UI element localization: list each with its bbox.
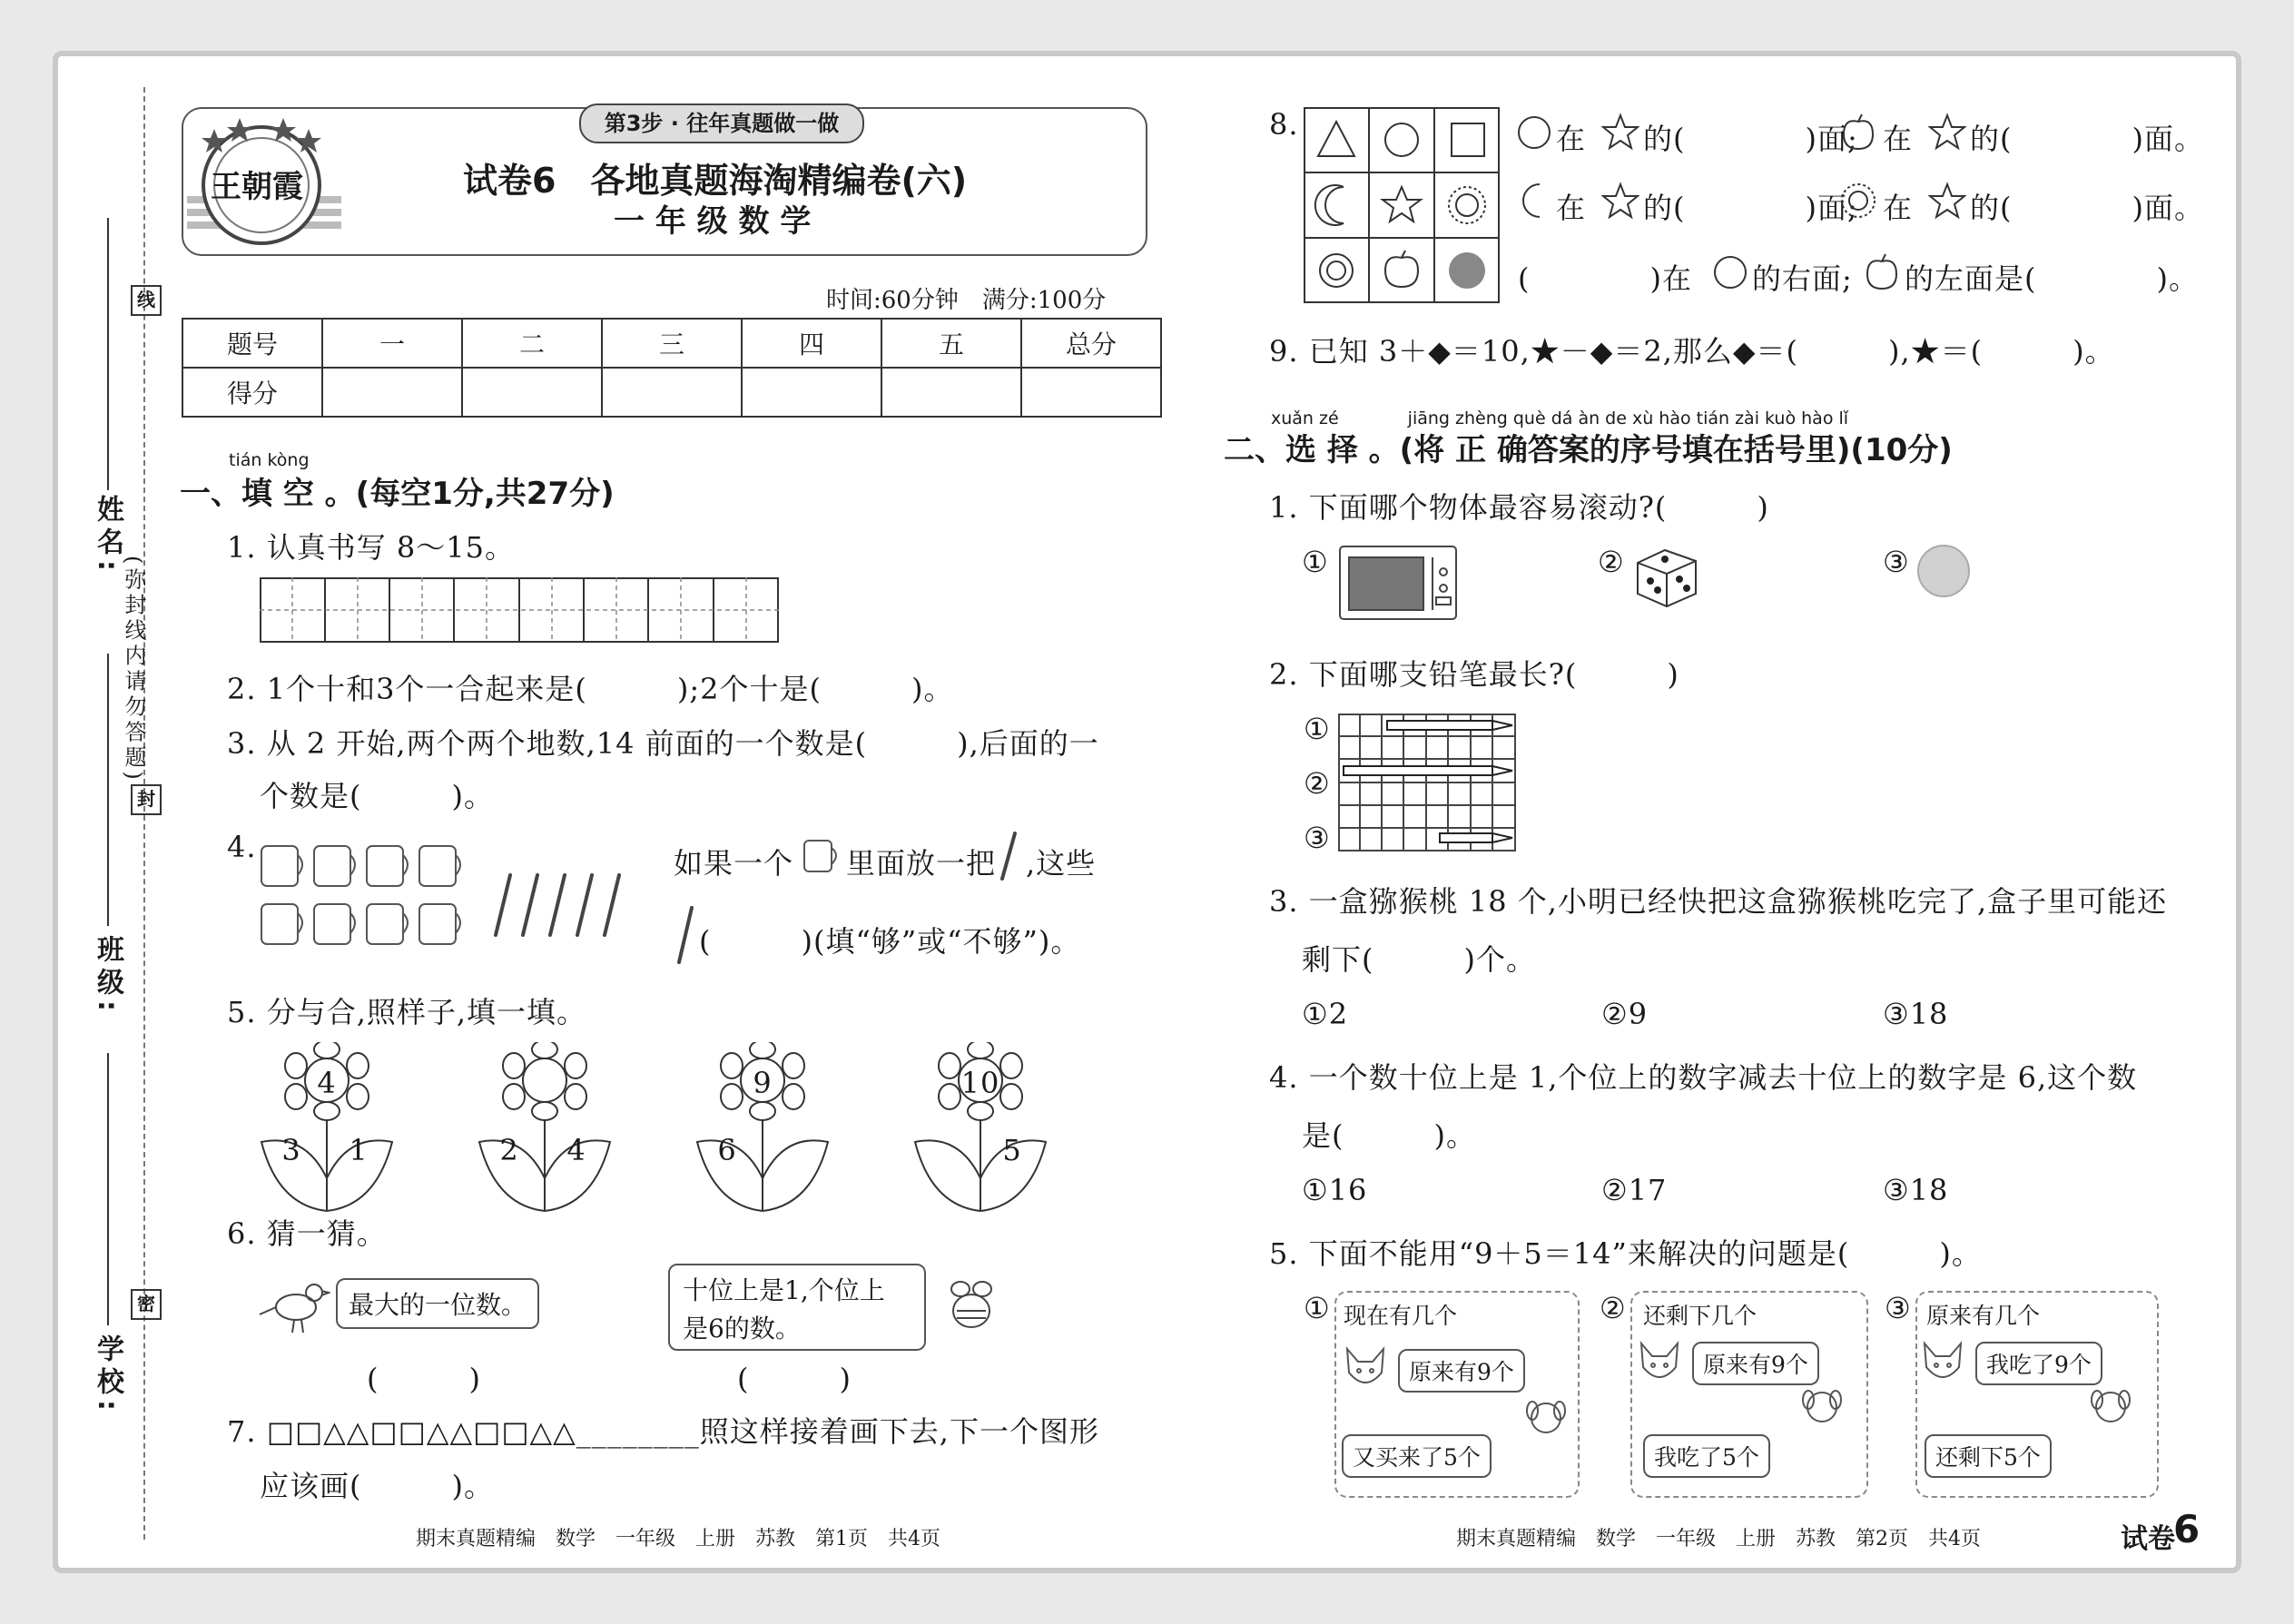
flower-left-number[interactable]: 6 [717, 1133, 737, 1167]
s2-q5-option-bubble-1b: 又买来了5个 [1342, 1434, 1492, 1478]
q8-number: 8. [1269, 107, 1299, 142]
dog-icon [1523, 1398, 1569, 1440]
exam-subtitle: 一 年 级 数 学 [614, 203, 812, 240]
footer-left: 期末真题精编 数学 一年级 上册 苏教 第1页 共4页 [416, 1528, 940, 1550]
score-input-cell[interactable] [742, 368, 881, 417]
seal-mi: 密 [131, 1289, 162, 1320]
q8-line2-c: 在 [1883, 191, 1914, 225]
q8-line1-b: 的( )面; [1643, 122, 1858, 156]
score-cell: 总分 [1021, 319, 1161, 368]
score-table-header-row [182, 319, 1161, 368]
s2-q4-option-1[interactable]: ①16 [1302, 1173, 1368, 1207]
q8-line2-a: 在 [1556, 191, 1587, 225]
binding-school-underline [107, 1053, 109, 1325]
s2-q5-option-question-2: 还剩下几个 [1643, 1303, 1757, 1329]
s2-q5-option-num-3: ③ [1885, 1291, 1912, 1325]
score-cell: 四 [742, 319, 881, 368]
seal-xian: 线 [131, 285, 162, 316]
s2-q2-option-3[interactable]: ③ [1304, 821, 1331, 855]
score-input-cell[interactable] [602, 368, 742, 417]
q7-text-line2: 应该画( )。 [260, 1469, 494, 1503]
s2-q3-text-line1: 3. 一盒猕猴桃 18 个,小明已经快把这盒猕猴桃吃完了,盒子里可能还 [1269, 884, 2168, 919]
flower-left-number[interactable]: 2 [499, 1133, 519, 1167]
flower-top-number[interactable]: 9 [753, 1066, 773, 1100]
s2-q5-option-bubble-2b: 我吃了5个 [1643, 1434, 1770, 1478]
section1-pinyin: tián kòng [229, 450, 310, 470]
s2-q5-option-question-3: 原来有几个 [1926, 1303, 2041, 1329]
q8-line2-b: 的( )面; [1643, 191, 1858, 225]
flower-left-number[interactable]: 3 [281, 1133, 301, 1167]
s2-q2-option-2[interactable]: ② [1304, 766, 1331, 801]
s2-q1-text: 1. 下面哪个物体最容易滚动?( ) [1269, 490, 1769, 525]
moon-icon [1516, 182, 1552, 220]
star-icon [1601, 182, 1639, 220]
dice-icon [1632, 545, 1701, 608]
fox-icon [1342, 1345, 1389, 1396]
s2-q5-option-bubble-3b: 还剩下5个 [1925, 1434, 2052, 1478]
bee-icon [940, 1275, 1004, 1338]
exam-tag-number: 6 [2173, 1507, 2200, 1551]
exam-tag-label: 试卷 [2121, 1523, 2175, 1555]
section2-title: 二、选 择 。(将 正 确答案的序号填在括号里)(10分) [1224, 432, 1953, 468]
s2-q2-option-1[interactable]: ① [1304, 712, 1331, 746]
footer-right: 期末真题精编 数学 一年级 上册 苏教 第2页 共4页 [1456, 1528, 1981, 1550]
dog-icon [1799, 1387, 1845, 1429]
school-field-label: 学校: [92, 1334, 123, 1416]
section1-title: 一、填 空 。(每空1分,共27分) [180, 476, 615, 512]
fox-icon [1636, 1340, 1683, 1391]
q4-text-part2: 里面放一把 [846, 846, 997, 881]
s2-q1-option-2[interactable]: ② [1598, 545, 1625, 579]
star-icon [1601, 113, 1639, 151]
binding-name-underline [107, 218, 109, 490]
q6-answer-1[interactable]: ( ) [367, 1362, 481, 1396]
logo-text: 王朝霞 [211, 169, 303, 205]
q3-text-line1: 3. 从 2 开始,两个两个地数,14 前面的一个数是( ),后面的一 [227, 726, 1099, 761]
q8-line3-c: 的左面是( )。 [1905, 261, 2199, 296]
score-cell: 三 [602, 319, 742, 368]
q8-line1-c: 在 [1883, 122, 1914, 156]
pencil-grid [1338, 714, 1516, 851]
s2-q2-text: 2. 下面哪支铅笔最长?( ) [1269, 657, 1679, 692]
score-cell: 得分 [182, 368, 322, 417]
score-cell: 二 [462, 319, 602, 368]
s2-q5-text: 5. 下面不能用“9＋5＝14”来解决的问题是( )。 [1269, 1236, 1982, 1271]
q2-text: 2. 1个十和3个一合起来是( );2个十是( )。 [227, 672, 954, 706]
s2-q1-option-3[interactable]: ③ [1883, 545, 1910, 579]
seal-feng: 封 [131, 784, 162, 815]
flower-top-number[interactable]: 4 [317, 1066, 337, 1100]
star-icon [1928, 113, 1966, 151]
s2-q4-option-3[interactable]: ③18 [1883, 1173, 1949, 1207]
score-table-score-row [182, 368, 1161, 417]
q6-text: 6. 猜一猜。 [227, 1216, 387, 1251]
q7-text-line1: 7. □□△△□□△△□□△△________照这样接着画下去,下一个图形 [227, 1414, 1099, 1449]
time-info: 时间:60分钟 满分:100分 [826, 287, 1107, 314]
flower-diagram [478, 1042, 623, 1215]
score-cell: 五 [881, 319, 1021, 368]
q8-shape-grid [1304, 107, 1500, 303]
name-field-label: 姓名: [92, 495, 123, 576]
s2-q4-option-2[interactable]: ②17 [1601, 1173, 1668, 1207]
star-icon [1928, 182, 1966, 220]
class-field-label: 班级: [92, 935, 123, 1017]
q4-number: 4. [227, 830, 257, 864]
score-input-cell[interactable] [462, 368, 602, 417]
score-cell: 题号 [182, 319, 322, 368]
q4-text-part1: 如果一个 [674, 846, 794, 881]
apple-icon [1839, 113, 1877, 151]
s2-q3-option-3[interactable]: ③18 [1883, 997, 1949, 1031]
q6-bubble2-line2: 是6的数。 [683, 1314, 801, 1343]
ball-icon [1915, 543, 1972, 599]
dog-icon [2088, 1387, 2133, 1429]
binding-class-underline [107, 654, 109, 926]
s2-q5-option-question-1: 现在有几个 [1344, 1303, 1458, 1329]
microwave-icon [1338, 541, 1460, 626]
flower-right-number[interactable]: 4 [566, 1133, 586, 1167]
s2-q3-text-line2: 剩下( )个。 [1302, 942, 1536, 977]
writing-grid[interactable] [260, 577, 779, 643]
q6-bubble2-line1: 十位上是1,个位上 [683, 1275, 885, 1305]
bird-icon [258, 1275, 330, 1338]
score-input-cell[interactable] [1021, 368, 1161, 417]
q8-line3-b: 的右面; [1752, 261, 1853, 296]
cups-and-toothbrushes-icon [258, 839, 639, 957]
step-badge: 第3步 · 往年真题做一做 [579, 103, 864, 143]
score-cell: 一 [322, 319, 462, 368]
s2-q5-option-bubble-1a: 原来有9个 [1398, 1349, 1525, 1393]
s2-q4-text-line1: 4. 一个数十位上是 1,个位上的数字减去十位上的数字是 6,这个数 [1269, 1060, 2138, 1095]
flower-right-number[interactable]: 1 [349, 1133, 369, 1167]
q8-line3-a: ( )在 [1518, 261, 1692, 296]
cup-icon [801, 835, 842, 877]
q9-text: 9. 已知 3＋◆＝10,★－◆＝2,那么◆＝( ),★＝( )。 [1269, 334, 2115, 369]
q4-text-line2: ( )(填“够”或“不够”)。 [699, 924, 1081, 959]
flower-right-number[interactable]: 5 [1002, 1133, 1022, 1167]
toothbrush-icon [995, 828, 1022, 882]
binding-strip [0, 0, 172, 1624]
binding-note: (弥封线内请勿答题) [121, 556, 146, 783]
s2-q3-option-2[interactable]: ②9 [1601, 997, 1649, 1031]
score-input-cell[interactable] [881, 368, 1021, 417]
q4-text-part3: ,这些 [1026, 846, 1097, 881]
score-input-cell[interactable] [322, 368, 462, 417]
q1-text: 1. 认真书写 8～15。 [227, 530, 515, 565]
s2-q5-option-bubble-2a: 原来有9个 [1692, 1342, 1819, 1385]
flower-top-number[interactable]: 10 [960, 1066, 1000, 1100]
apple-icon [1863, 252, 1901, 290]
s2-q1-option-1[interactable]: ① [1302, 545, 1329, 579]
fox-icon [1919, 1340, 1966, 1391]
q3-text-line2: 个数是( )。 [260, 779, 494, 813]
circle-icon [1516, 114, 1552, 151]
q8-line2-d: 的( )面。 [1970, 191, 2204, 225]
sun-icon [1839, 182, 1877, 220]
q6-answer-2[interactable]: ( ) [737, 1362, 852, 1396]
s2-q5-option-bubble-3a: 我吃了9个 [1975, 1342, 2102, 1385]
s2-q5-option-num-2: ② [1600, 1291, 1627, 1325]
q6-speech-bubble-1: 最大的一位数。 [336, 1278, 539, 1329]
s2-q4-text-line2: 是( )。 [1302, 1118, 1476, 1153]
q5-text: 5. 分与合,照样子,填一填。 [227, 995, 587, 1029]
exam-title: 试卷6 各地真题海淘精编卷(六) [463, 161, 968, 201]
q8-line1-d: 的( )面。 [1970, 122, 2204, 156]
section2-pinyin: xuǎn zé jiāng zhèng què dá àn de xù hào tián zài kuò hào lǐ [1271, 408, 1849, 428]
score-table [182, 318, 1162, 418]
s2-q3-option-1[interactable]: ①2 [1302, 997, 1349, 1031]
circle-icon [1712, 254, 1748, 290]
q8-line1-a: 在 [1556, 122, 1587, 156]
toothbrush-icon [672, 902, 699, 966]
s2-q5-option-num-1: ① [1304, 1291, 1331, 1325]
